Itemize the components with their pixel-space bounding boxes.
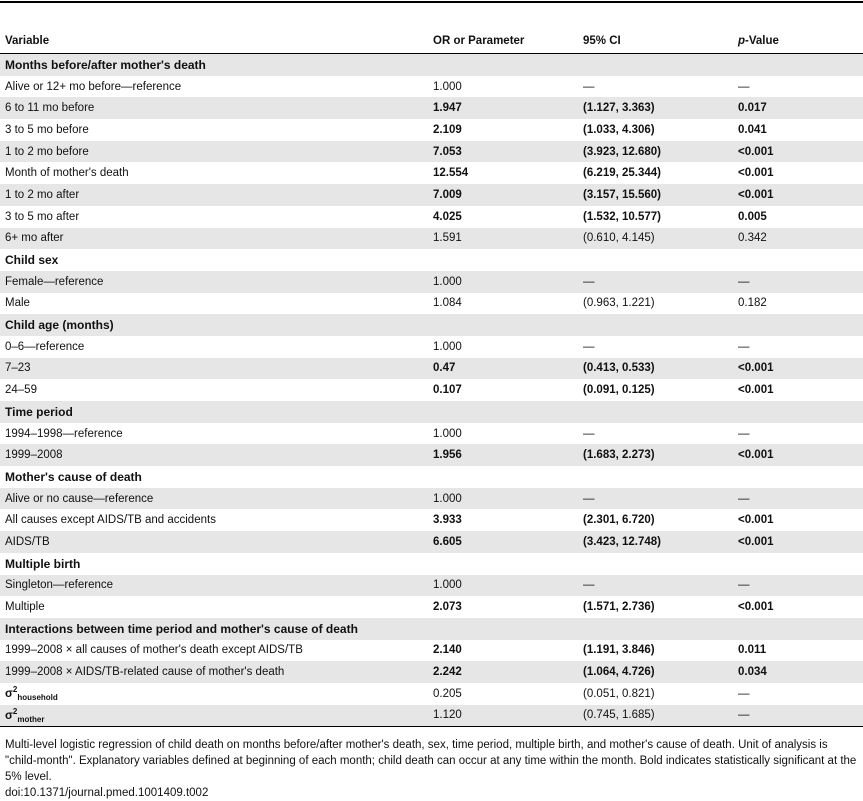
variable-cell: AIDS/TB	[0, 531, 428, 553]
or-cell: 2.109	[433, 123, 462, 136]
section-label: Mother's cause of death	[5, 469, 142, 484]
sigma-symbol: σ	[5, 709, 13, 722]
section-header-row	[0, 466, 863, 488]
table-row	[0, 76, 863, 98]
table-row	[0, 119, 863, 141]
table-row	[0, 596, 863, 618]
pvalue-cell: <0.001	[733, 141, 863, 163]
or-cell: 1.000	[428, 575, 578, 597]
table-row	[0, 509, 863, 531]
top-rule	[0, 1, 863, 3]
variable-cell: 1994–1998—reference	[5, 427, 123, 440]
table-footnote: Multi-level logistic regression of child death on months before/after mother's death, sex, time period, multiple birth, and mother's cause of death. Unit of analysis is "child-month". Explanatory variables defined at beginning of each month; child death can occur at any time within the month. Bold indicates statistically significant at the 5% level.	[5, 739, 857, 784]
variable-cell: 1 to 2 mo before	[0, 141, 428, 163]
pvalue-cell: 0.182	[738, 297, 767, 310]
pvalue-cell: —	[738, 427, 750, 440]
sigma-subscript: mother	[17, 715, 45, 725]
table-row	[0, 705, 863, 727]
or-cell: 2.073	[433, 601, 462, 614]
or-cell: 2.242	[428, 661, 578, 683]
ci-cell: (0.745, 1.685)	[578, 705, 733, 727]
header-or: OR or Parameter	[428, 28, 578, 54]
variable-cell: 6+ mo after	[0, 228, 428, 250]
table-row	[0, 531, 863, 553]
variable-cell: 1999–2008 × AIDS/TB-related cause of mother's death	[0, 661, 428, 683]
ci-cell: (3.157, 15.560)	[578, 184, 733, 206]
pvalue-cell: <0.001	[733, 358, 863, 380]
ci-cell: (1.033, 4.306)	[583, 123, 655, 136]
ci-cell: (1.683, 2.273)	[578, 444, 733, 466]
ci-cell: (1.532, 10.577)	[583, 210, 662, 223]
ci-cell: —	[578, 488, 733, 510]
or-cell: 2.140	[433, 644, 462, 657]
section-label: Interactions between time period and mother's cause of death	[0, 618, 863, 640]
pvalue-cell: <0.001	[738, 514, 774, 527]
variable-cell: 24–59	[5, 384, 37, 397]
header-p-italic: p	[738, 34, 746, 47]
sigma-superscript: 2	[12, 685, 18, 695]
pvalue-cell: —	[738, 340, 750, 353]
table-row	[0, 640, 863, 662]
header-p-rest: -Value	[745, 34, 779, 47]
table-row	[0, 271, 863, 293]
ci-cell: (1.191, 3.846)	[583, 644, 655, 657]
ci-cell: (2.301, 6.720)	[583, 514, 655, 527]
sigma-subscript: household	[17, 693, 58, 703]
ci-cell: —	[583, 340, 595, 353]
table-row	[0, 97, 863, 119]
section-header-row	[0, 314, 863, 336]
pvalue-cell: —	[733, 271, 863, 293]
variable-cell: Multiple	[5, 601, 45, 614]
ci-cell: (1.127, 3.363)	[578, 97, 733, 119]
pvalue-cell: <0.001	[733, 184, 863, 206]
table-row	[0, 661, 863, 683]
table-container	[0, 1, 863, 801]
table-row	[0, 423, 863, 445]
pvalue-cell: <0.001	[738, 167, 774, 180]
or-cell: 12.554	[433, 167, 469, 180]
or-cell: 1.000	[428, 271, 578, 293]
or-cell: 7.053	[428, 141, 578, 163]
or-cell: 1.000	[433, 427, 462, 440]
ci-cell: (3.923, 12.680)	[578, 141, 733, 163]
variable-cell: 6 to 11 mo before	[0, 97, 428, 119]
variable-cell: 1999–2008	[0, 444, 428, 466]
table-row	[0, 162, 863, 184]
section-header-row	[0, 618, 863, 640]
variable-cell: Month of mother's death	[5, 167, 129, 180]
ci-cell: —	[578, 271, 733, 293]
table-row	[0, 488, 863, 510]
ci-cell: (0.051, 0.821)	[583, 687, 655, 700]
pvalue-cell: <0.001	[733, 444, 863, 466]
table-row	[0, 575, 863, 597]
table-row	[0, 379, 863, 401]
table-row	[0, 228, 863, 250]
regression-table	[0, 28, 863, 727]
ci-cell: (1.571, 2.736)	[583, 601, 655, 614]
pvalue-cell: <0.001	[738, 384, 774, 397]
table-row	[0, 683, 863, 705]
sigma-symbol: σ	[5, 688, 13, 701]
variable-cell: 7–23	[0, 358, 428, 380]
or-cell: 1.947	[428, 97, 578, 119]
section-header-row	[0, 249, 863, 271]
header-row	[0, 28, 863, 54]
ci-cell: (1.064, 4.726)	[578, 661, 733, 683]
or-cell: 4.025	[433, 210, 462, 223]
variable-cell: 1999–2008 × all causes of mother's death except AIDS/TB	[5, 644, 303, 657]
ci-cell: (0.963, 1.221)	[583, 297, 655, 310]
variable-cell	[0, 705, 428, 727]
sigma-superscript: 2	[12, 706, 18, 716]
pvalue-cell: —	[738, 80, 750, 93]
section-label: Months before/after mother's death	[0, 54, 863, 76]
or-cell: 7.009	[428, 184, 578, 206]
or-cell: 1.000	[428, 488, 578, 510]
pvalue-cell: —	[738, 687, 750, 700]
section-label: Time period	[0, 401, 863, 423]
section-header-row	[0, 553, 863, 575]
section-header-row	[0, 401, 863, 423]
pvalue-cell: <0.001	[733, 531, 863, 553]
variable-cell: 0–6—reference	[5, 340, 85, 353]
pvalue-cell: 0.342	[733, 228, 863, 250]
or-cell: 0.47	[428, 358, 578, 380]
variable-cell: Male	[5, 297, 30, 310]
ci-cell: (0.413, 0.533)	[578, 358, 733, 380]
or-cell: 1.956	[428, 444, 578, 466]
variable-cell: 3 to 5 mo after	[5, 210, 80, 223]
table-row	[0, 293, 863, 315]
variable-cell	[0, 683, 428, 705]
or-cell: 1.000	[433, 80, 462, 93]
table-row	[0, 336, 863, 358]
or-cell: 0.107	[433, 384, 462, 397]
table-row	[0, 358, 863, 380]
table-row	[0, 206, 863, 228]
pvalue-cell: 0.011	[738, 644, 767, 657]
pvalue-cell: —	[733, 705, 863, 727]
or-cell: 1.084	[433, 297, 462, 310]
doi-line: doi:10.1371/journal.pmed.1001409.t002	[5, 787, 209, 800]
table-row	[0, 141, 863, 163]
or-cell: 6.605	[428, 531, 578, 553]
section-label: Child age (months)	[0, 314, 863, 336]
or-cell: 1.120	[428, 705, 578, 727]
ci-cell: (3.423, 12.748)	[578, 531, 733, 553]
table-row	[0, 444, 863, 466]
or-cell: 1.000	[433, 340, 462, 353]
variable-cell: Alive or no cause—reference	[0, 488, 428, 510]
ci-cell: (0.091, 0.125)	[583, 384, 655, 397]
ci-cell: —	[583, 80, 595, 93]
pvalue-cell: 0.005	[738, 210, 767, 223]
section-label: Multiple birth	[5, 556, 81, 571]
pvalue-cell: <0.001	[738, 601, 774, 614]
pvalue-cell: —	[733, 575, 863, 597]
header-pvalue	[733, 28, 863, 54]
ci-cell: (0.610, 4.145)	[578, 228, 733, 250]
section-header-row	[0, 54, 863, 76]
variable-cell: Alive or 12+ mo before—reference	[5, 80, 182, 93]
variable-cell: 1 to 2 mo after	[0, 184, 428, 206]
section-label: Child sex	[5, 253, 59, 268]
table-row	[0, 184, 863, 206]
or-cell: 1.591	[428, 228, 578, 250]
variable-cell: Singleton—reference	[0, 575, 428, 597]
or-cell: 0.205	[433, 687, 462, 700]
pvalue-cell: —	[733, 488, 863, 510]
variable-cell: All causes except AIDS/TB and accidents	[5, 514, 216, 527]
pvalue-cell: 0.034	[733, 661, 863, 683]
pvalue-cell: 0.041	[738, 123, 767, 136]
header-variable: Variable	[0, 28, 428, 54]
ci-cell: (6.219, 25.344)	[583, 167, 662, 180]
variable-cell: 3 to 5 mo before	[5, 123, 89, 136]
pvalue-cell: 0.017	[733, 97, 863, 119]
ci-cell: —	[583, 427, 595, 440]
header-ci: 95% CI	[578, 28, 733, 54]
ci-cell: —	[578, 575, 733, 597]
variable-cell: Female—reference	[0, 271, 428, 293]
or-cell: 3.933	[433, 514, 462, 527]
